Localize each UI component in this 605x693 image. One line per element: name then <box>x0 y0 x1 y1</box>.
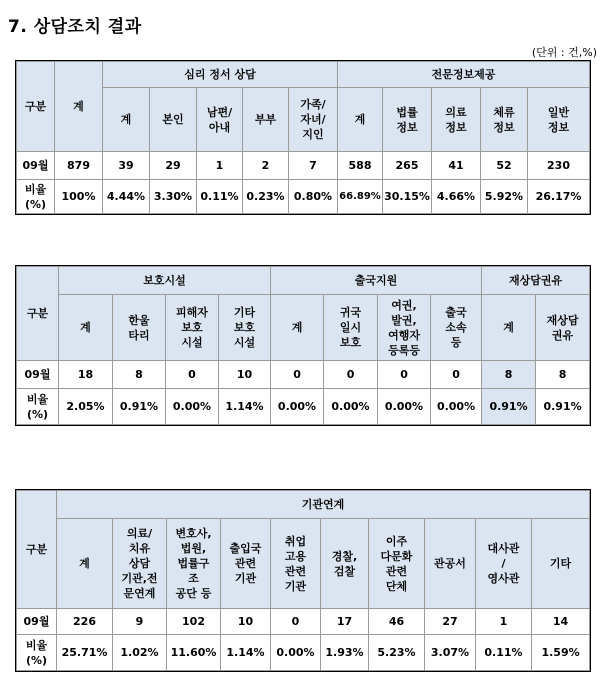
cell: 0 <box>271 609 321 635</box>
cell: 3.30% <box>150 180 197 214</box>
cell: 17 <box>321 609 369 635</box>
cell: 3.07% <box>425 635 476 671</box>
col-header: 한울 타리 <box>113 295 166 361</box>
cell: 26.17% <box>528 180 590 214</box>
row-label: 비율 (%) <box>17 635 57 671</box>
cell: 0.91% <box>113 389 166 425</box>
col-header: 법률 정보 <box>383 88 432 152</box>
col-header: 이주 다문화 관련 단체 <box>369 519 425 609</box>
cell: 0.91% <box>482 389 536 425</box>
cell: 9 <box>113 609 167 635</box>
group-header-agency: 기관연계 <box>57 491 590 519</box>
cell: 1.14% <box>219 389 271 425</box>
cell: 10 <box>219 361 271 389</box>
col-header: 계 <box>59 295 113 361</box>
group-header-recounsel: 재상담권유 <box>482 267 590 295</box>
cell: 230 <box>528 152 590 180</box>
cell: 2 <box>243 152 289 180</box>
unit-label: (단위 : 건,%) <box>531 46 597 59</box>
cell: 4.66% <box>432 180 481 214</box>
col-header: 남편/ 아내 <box>197 88 243 152</box>
row-label: 09월 <box>17 152 55 180</box>
cell: 1.93% <box>321 635 369 671</box>
col-header: 여권, 발권, 여행자 등록등 <box>378 295 431 361</box>
row-label: 09월 <box>17 609 57 635</box>
header-gubun: 구분 <box>17 62 55 152</box>
header-gubun: 구분 <box>17 491 57 609</box>
col-header: 경찰, 검찰 <box>321 519 369 609</box>
cell: 0.11% <box>476 635 532 671</box>
cell: 0.11% <box>197 180 243 214</box>
col-header: 계 <box>271 295 324 361</box>
col-header: 변호사, 법원, 법률구 조 공단 등 <box>167 519 221 609</box>
cell: 0.80% <box>289 180 338 214</box>
cell: 39 <box>103 152 150 180</box>
cell: 5.92% <box>481 180 528 214</box>
cell: 27 <box>425 609 476 635</box>
cell: 1 <box>476 609 532 635</box>
group-header-psych: 심리 정서 상담 <box>103 62 338 88</box>
col-header: 취업 고용 관련 기관 <box>271 519 321 609</box>
col-header: 기타 보호 시설 <box>219 295 271 361</box>
col-header: 계 <box>103 88 150 152</box>
cell: 879 <box>55 152 103 180</box>
cell: 265 <box>383 152 432 180</box>
cell: 29 <box>150 152 197 180</box>
cell: 0.00% <box>378 389 431 425</box>
cell: 1.14% <box>221 635 271 671</box>
cell: 0.00% <box>271 389 324 425</box>
row-label: 비율 (%) <box>17 180 55 214</box>
cell: 1 <box>197 152 243 180</box>
group-header-info: 전문정보제공 <box>338 62 590 88</box>
cell: 100% <box>55 180 103 214</box>
header-gubun: 구분 <box>17 267 59 361</box>
agency-link-table <box>16 490 590 671</box>
cell: 588 <box>338 152 383 180</box>
cell: 14 <box>532 609 590 635</box>
group-header-shelter: 보호시설 <box>59 267 271 295</box>
col-header: 부부 <box>243 88 289 152</box>
col-header: 계 <box>338 88 383 152</box>
cell: 0.00% <box>324 389 378 425</box>
col-header: 계 <box>482 295 536 361</box>
col-header: 본인 <box>150 88 197 152</box>
cell: 41 <box>432 152 481 180</box>
cell: 4.44% <box>103 180 150 214</box>
col-header: 일반 정보 <box>528 88 590 152</box>
table-row <box>17 609 590 635</box>
col-header: 출국 소속 등 <box>431 295 482 361</box>
table-row <box>17 635 590 671</box>
header-total: 계 <box>55 62 103 152</box>
col-header: 의료 정보 <box>432 88 481 152</box>
table-row <box>17 389 590 425</box>
col-header: 출입국 관련 기관 <box>221 519 271 609</box>
cell: 1.02% <box>113 635 167 671</box>
cell: 0.91% <box>536 389 590 425</box>
cell: 0 <box>431 361 482 389</box>
cell: 7 <box>289 152 338 180</box>
cell: 46 <box>369 609 425 635</box>
cell: 52 <box>481 152 528 180</box>
col-header: 귀국 일시 보호 <box>324 295 378 361</box>
cell: 2.05% <box>59 389 113 425</box>
col-header: 피해자 보호 시설 <box>166 295 219 361</box>
table-row <box>17 180 590 214</box>
row-label: 비율 (%) <box>17 389 59 425</box>
cell: 11.60% <box>167 635 221 671</box>
cell: 1.59% <box>532 635 590 671</box>
cell: 0.00% <box>431 389 482 425</box>
cell: 0.00% <box>166 389 219 425</box>
col-header: 관공서 <box>425 519 476 609</box>
cell: 18 <box>59 361 113 389</box>
col-header: 체류 정보 <box>481 88 528 152</box>
cell: 30.15% <box>383 180 432 214</box>
table-row <box>17 361 590 389</box>
cell: 102 <box>167 609 221 635</box>
cell: 25.71% <box>57 635 113 671</box>
cell: 8 <box>536 361 590 389</box>
col-header: 재상담 권유 <box>536 295 590 361</box>
cell: 0 <box>324 361 378 389</box>
col-header: 가족/ 자녀/ 지인 <box>289 88 338 152</box>
cell: 66.89% <box>338 180 383 214</box>
cell: 8 <box>482 361 536 389</box>
counseling-table <box>16 61 590 214</box>
row-label: 09월 <box>17 361 59 389</box>
table-row <box>17 152 590 180</box>
section-title: 7. 상담조치 결과 <box>8 17 142 37</box>
col-header: 의료/ 치유 상담 기관,전 문연계 <box>113 519 167 609</box>
col-header: 기타 <box>532 519 590 609</box>
cell: 226 <box>57 609 113 635</box>
cell: 10 <box>221 609 271 635</box>
col-header: 계 <box>57 519 113 609</box>
cell: 5.23% <box>369 635 425 671</box>
shelter-table <box>16 266 590 425</box>
cell: 0 <box>378 361 431 389</box>
cell: 0 <box>166 361 219 389</box>
cell: 0.00% <box>271 635 321 671</box>
group-header-departure: 출국지원 <box>271 267 482 295</box>
cell: 0.23% <box>243 180 289 214</box>
col-header: 대사관 / 영사관 <box>476 519 532 609</box>
cell: 0 <box>271 361 324 389</box>
cell: 8 <box>113 361 166 389</box>
